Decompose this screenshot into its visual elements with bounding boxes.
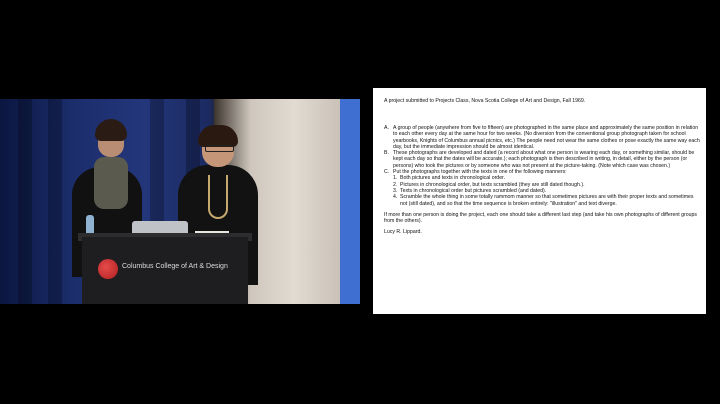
speaker-left-scarf: [94, 157, 128, 209]
slide-header: A project submitted to Projects Class, Nova Scotia College of Art and Design, Fall 1969.: [384, 98, 586, 104]
item-text: These photographs are developed and dated (a record about what one person is wearing each day, or something similar, should be kept each day so that the dates will be accurate.); each photograph is then described in writing, in detail, either by the person (or persons) who took the pictures or by someone who was not present at the picture-taking. (Note which case was chosen.): [393, 150, 695, 169]
sub-item-label: 2.: [393, 181, 398, 188]
item-label: C.: [384, 169, 390, 176]
blue-light-strip: [340, 99, 360, 304]
sub-item-text: Both pictures and texts in chronological order.: [400, 175, 505, 182]
item-text: Put the photographs together with the texts in one of the following manners:: [393, 169, 567, 176]
sub-item-label: 1.: [393, 175, 398, 182]
sub-item-label: 4.: [393, 194, 398, 201]
sub-item: [393, 194, 702, 207]
item-text: A group of people (anywhere from five to fifteen) are photographed in the same place and approximately the same position in relation to each other every day at the same hour for two weeks. (No diversion from the conventional group photograph taken for school yearbooks, Knights of Columbus annual picnics, etc.) The people need not wear the same clothes or pose exactly the same way each day, but the immediate impression should be almost identical.: [393, 125, 700, 150]
podium-logo-text: Columbus College of Art & Design: [122, 263, 228, 270]
projected-slide: [373, 88, 706, 314]
speaker-left-hair: [95, 119, 127, 141]
speaker-right-glasses: [205, 145, 234, 152]
curtain-fold: [48, 99, 62, 304]
list-item: [384, 125, 702, 150]
slide-body: [384, 125, 702, 236]
item-label: B.: [384, 150, 389, 157]
sub-item-text: Texts in chronological order but pictures scrambled (and dated).: [400, 187, 547, 194]
closing-paragraph: If more than one person is doing the project, each one should take a different last step (and take his own photographs of different groups from the others).: [384, 211, 697, 225]
sub-item-text: Scramble the whole thing in some totally rammom manner so that sometimes pictures are with their proper texts and sometimes not (still dated), and so that the time sequence is broken entirely: "illustration" and text diverge.: [400, 194, 694, 207]
list-item: [384, 150, 702, 169]
speaker-right-necklace: [208, 175, 228, 219]
item-label: A.: [384, 125, 389, 131]
stage-photo: [0, 99, 360, 304]
curtain-fold: [18, 99, 32, 304]
speaker-right-hair: [198, 125, 238, 147]
college-logo-icon: [98, 259, 118, 279]
sub-item-label: 3.: [393, 187, 398, 194]
signature: Lucy R. Lippard.: [384, 229, 422, 236]
sub-item-text: Pictures in chronological order, but texts scrambled (they are still dated though.).: [400, 181, 585, 188]
